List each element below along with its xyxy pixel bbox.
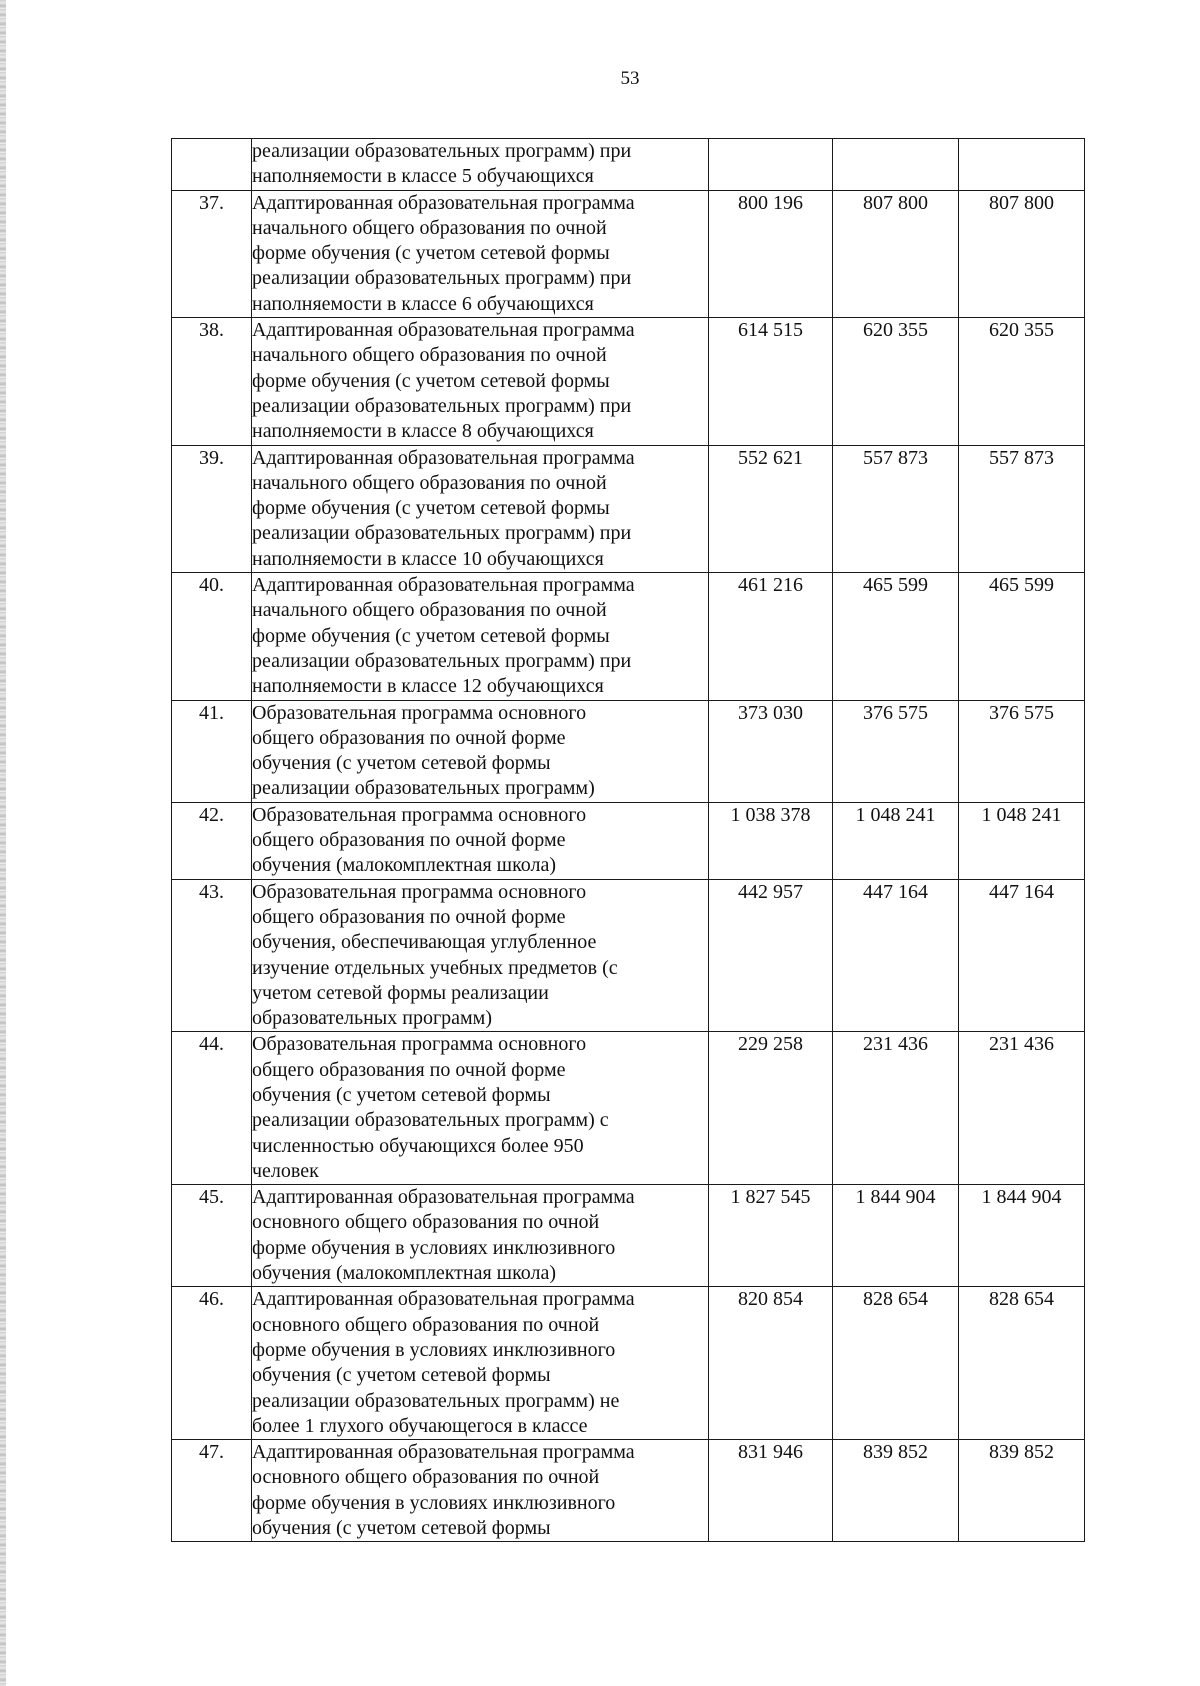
value-cell-year-2: 1 048 241 [833, 802, 959, 879]
description-line: обучения (малокомплектная школа) [252, 854, 557, 877]
description-line: Адаптированная образовательная программа [252, 1186, 635, 1209]
table-row [172, 802, 1085, 879]
description-line: начального общего образования по очной [252, 216, 607, 239]
row-number-cell: 41. [172, 700, 252, 802]
value-cell-year-1: 552 621 [709, 445, 833, 572]
description-line: общего образования по очной форме [252, 1058, 566, 1081]
description-line: основного общего образования по очной [252, 1313, 600, 1336]
table-row [172, 573, 1085, 700]
table-row [172, 1185, 1085, 1287]
description-line: реализации образовательных программ) при [252, 394, 632, 417]
value-cell-year-1 [709, 139, 833, 191]
table-row [172, 318, 1085, 445]
description-line: человек [252, 1159, 319, 1182]
description-line: форме обучения (с учетом сетевой формы [252, 242, 610, 265]
row-number-cell: 43. [172, 879, 252, 1032]
description-line: Адаптированная образовательная программа [252, 574, 635, 597]
description-line: реализации образовательных программ) с [252, 1109, 609, 1132]
program-description-cell [252, 445, 709, 572]
value-cell-year-2: 231 436 [833, 1032, 959, 1185]
description-line: реализации образовательных программ) при [252, 522, 632, 545]
value-cell-year-3: 447 164 [959, 879, 1085, 1032]
description-line: Адаптированная образовательная программа [252, 1441, 635, 1464]
value-cell-year-1: 1 038 378 [709, 802, 833, 879]
program-description-cell [252, 573, 709, 700]
value-cell-year-1: 614 515 [709, 318, 833, 445]
description-line: Образовательная программа основного [252, 701, 587, 724]
program-description-cell [252, 1287, 709, 1440]
row-number-cell: 37. [172, 190, 252, 317]
description-line: начального общего образования по очной [252, 471, 607, 494]
description-line: реализации образовательных программ) при [252, 649, 632, 672]
row-number-cell: 39. [172, 445, 252, 572]
description-line: наполняемости в классе 8 обучающихся [252, 420, 594, 443]
table-row [172, 1032, 1085, 1185]
description-line: форме обучения (с учетом сетевой формы [252, 369, 610, 392]
row-number-cell: 47. [172, 1440, 252, 1542]
value-cell-year-2: 557 873 [833, 445, 959, 572]
description-line: Адаптированная образовательная программа [252, 1288, 635, 1311]
value-cell-year-1: 800 196 [709, 190, 833, 317]
value-cell-year-3: 620 355 [959, 318, 1085, 445]
table-row [172, 445, 1085, 572]
description-line: основного общего образования по очной [252, 1466, 600, 1489]
description-line: обучения, обеспечивающая углубленное [252, 931, 597, 954]
description-line: наполняемости в классе 10 обучающихся [252, 547, 604, 570]
table-body [172, 139, 1085, 1542]
scan-edge-decoration [0, 0, 6, 1686]
table-row [172, 1287, 1085, 1440]
row-number-cell: 44. [172, 1032, 252, 1185]
program-description-cell [252, 700, 709, 802]
description-line: реализации образовательных программ) при [252, 267, 632, 290]
row-number-cell: 45. [172, 1185, 252, 1287]
description-line: учетом сетевой формы реализации [252, 981, 549, 1004]
value-cell-year-3: 465 599 [959, 573, 1085, 700]
description-line: форме обучения в условиях инклюзивного [252, 1338, 616, 1361]
description-line: реализации образовательных программ) не [252, 1389, 620, 1412]
table-row [172, 1440, 1085, 1542]
value-cell-year-2: 620 355 [833, 318, 959, 445]
description-line: форме обучения (с учетом сетевой формы [252, 624, 610, 647]
description-line: Образовательная программа основного [252, 1033, 587, 1056]
value-cell-year-1: 229 258 [709, 1032, 833, 1185]
value-cell-year-2 [833, 139, 959, 191]
value-cell-year-3: 1 844 904 [959, 1185, 1085, 1287]
description-line: начального общего образования по очной [252, 344, 607, 367]
description-line: реализации образовательных программ) при [252, 140, 632, 162]
description-line: начального общего образования по очной [252, 599, 607, 622]
description-line: Образовательная программа основного [252, 880, 587, 903]
description-line: общего образования по очной форме [252, 905, 566, 928]
value-cell-year-1: 1 827 545 [709, 1185, 833, 1287]
description-line: основного общего образования по очной [252, 1211, 600, 1234]
value-cell-year-2: 828 654 [833, 1287, 959, 1440]
value-cell-year-1: 831 946 [709, 1440, 833, 1542]
description-line: Адаптированная образовательная программа [252, 446, 635, 469]
cost-norms-table [171, 138, 1085, 1542]
value-cell-year-3: 376 575 [959, 700, 1085, 802]
description-line: обучения (с учетом сетевой формы [252, 1083, 551, 1106]
program-description-cell [252, 318, 709, 445]
description-line: реализации образовательных программ) [252, 777, 595, 800]
value-cell-year-1: 373 030 [709, 700, 833, 802]
table-row [172, 879, 1085, 1032]
page-number: 53 [620, 68, 640, 89]
value-cell-year-3: 807 800 [959, 190, 1085, 317]
value-cell-year-1: 461 216 [709, 573, 833, 700]
program-description-cell [252, 879, 709, 1032]
value-cell-year-2: 447 164 [833, 879, 959, 1032]
description-line: изучение отдельных учебных предметов (с [252, 956, 618, 979]
description-line: общего образования по очной форме [252, 829, 566, 852]
program-description-cell [252, 190, 709, 317]
row-number-cell [172, 139, 252, 191]
value-cell-year-2: 376 575 [833, 700, 959, 802]
description-line: общего образования по очной форме [252, 726, 566, 749]
value-cell-year-3: 839 852 [959, 1440, 1085, 1542]
value-cell-year-3 [959, 139, 1085, 191]
value-cell-year-1: 820 854 [709, 1287, 833, 1440]
description-line: численностью обучающихся более 950 [252, 1134, 584, 1157]
program-description-cell [252, 139, 709, 191]
description-line: форме обучения в условиях инклюзивного [252, 1491, 616, 1514]
value-cell-year-2: 839 852 [833, 1440, 959, 1542]
description-line: Адаптированная образовательная программа [252, 319, 635, 342]
value-cell-year-2: 807 800 [833, 190, 959, 317]
value-cell-year-2: 1 844 904 [833, 1185, 959, 1287]
program-description-cell [252, 1440, 709, 1542]
description-line: наполняемости в классе 6 обучающихся [252, 292, 594, 315]
program-description-cell [252, 1185, 709, 1287]
table-row [172, 190, 1085, 317]
description-line: Адаптированная образовательная программа [252, 191, 635, 214]
description-line: обучения (с учетом сетевой формы [252, 1517, 551, 1540]
row-number-cell: 38. [172, 318, 252, 445]
description-line: наполняемости в классе 5 обучающихся [252, 165, 594, 188]
value-cell-year-2: 465 599 [833, 573, 959, 700]
value-cell-year-3: 1 048 241 [959, 802, 1085, 879]
value-cell-year-3: 828 654 [959, 1287, 1085, 1440]
table-row [172, 139, 1085, 191]
value-cell-year-3: 557 873 [959, 445, 1085, 572]
description-line: образовательных программ) [252, 1007, 492, 1030]
row-number-cell: 42. [172, 802, 252, 879]
description-line: обучения (с учетом сетевой формы [252, 752, 551, 775]
value-cell-year-3: 231 436 [959, 1032, 1085, 1185]
row-number-cell: 46. [172, 1287, 252, 1440]
description-line: наполняемости в классе 12 обучающихся [252, 675, 604, 698]
description-line: Образовательная программа основного [252, 803, 587, 826]
description-line: более 1 глухого обучающегося в классе [252, 1414, 588, 1437]
description-line: форме обучения (с учетом сетевой формы [252, 497, 610, 520]
row-number-cell: 40. [172, 573, 252, 700]
description-line: обучения (малокомплектная школа) [252, 1262, 557, 1285]
value-cell-year-1: 442 957 [709, 879, 833, 1032]
description-line: обучения (с учетом сетевой формы [252, 1364, 551, 1387]
program-description-cell [252, 1032, 709, 1185]
table-row [172, 700, 1085, 802]
program-description-cell [252, 802, 709, 879]
description-line: форме обучения в условиях инклюзивного [252, 1236, 616, 1259]
